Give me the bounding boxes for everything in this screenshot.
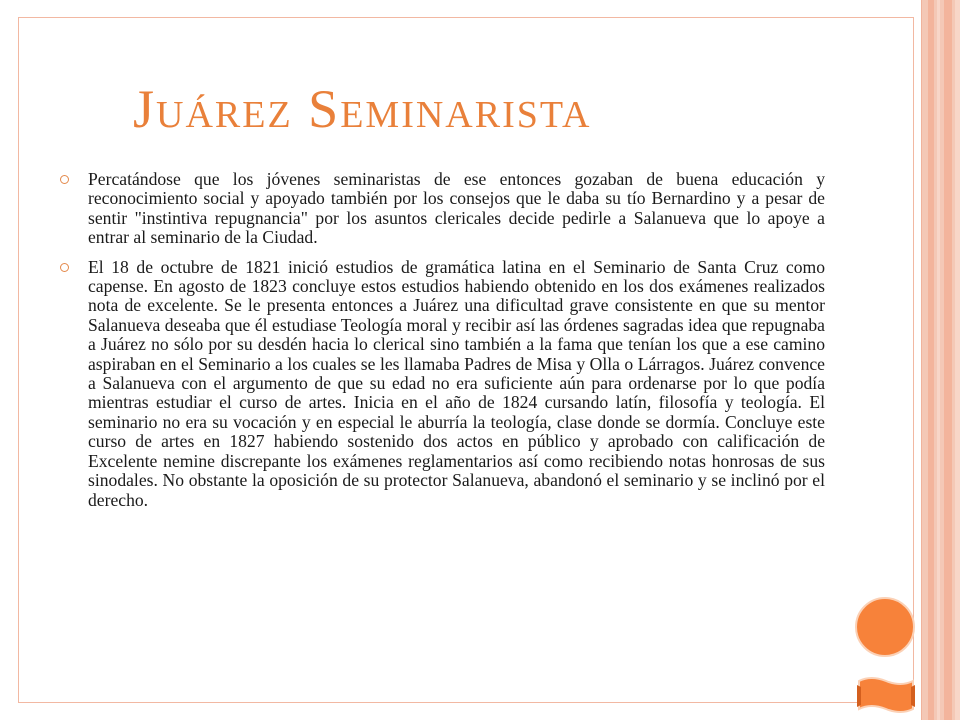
decorative-stripe (944, 0, 952, 720)
bullet-paragraph-2 (60, 258, 825, 510)
paragraph-text: El 18 de octubre de 1821 inició estudios de gramática latina en el Seminario de Santa Cruz como capense. En agosto de 1823 concluye estos estudios habiendo obtenido en los dos exámenes realizados nota de excelente. Se le presenta entonces a Juárez una dificultad grave consistente en que su mentor Salanueva deseaba que él estudiase Teología moral y recibir así las órdenes sagradas idea que repugnaba a Juárez no sólo por su desdén hacia lo clerical sino también a la fama que tenían los que a ese camino aspiraban en el Seminario a los cuales se les llamaba Padres de Misa y Olla o Lárragos. Juárez convence a Salanueva con el argumento de que su edad no era suficiente aún para ordenarse por lo que podía mientras estudiar el curso de artes. Inicia en el año de 1824 cursando latín, filosofía y teología. El seminario no era su vocación y en especial le aburría la teología, clase donde se dormía. Concluye este curso de artes en 1827 habiendo sostenido dos actos en público y aprobado con calificación de Excelente nemine discrepante los exámenes reglamentarios así como recibiendo notas honrosas de sus sinodales. No obstante la oposición de su protector Salanueva, abandonó el seminario y se inclinó por el derecho. (88, 256, 825, 510)
decorative-stripe (928, 0, 934, 720)
page-title: Juárez Seminarista (133, 79, 592, 139)
scroll-banner-icon (855, 675, 917, 717)
slide-body (60, 170, 825, 520)
orange-circle-icon (855, 597, 915, 657)
paragraph-text: Percatándose que los jóvenes seminaristas de ese entonces gozaban de buena educación y reconocimiento social y apoyado también por los consejos que le daba su tío Bernardino y a pesar de sentir "instintiva repugnancia" por los asuntos clericales decide pedirle a Salanueva que lo apoye a entrar al seminario de la Ciudad. (88, 169, 825, 248)
bullet-paragraph-1 (60, 170, 825, 248)
circle-bullet-icon (60, 263, 69, 272)
decorative-stripe (955, 0, 960, 720)
circle-bullet-icon (60, 175, 69, 184)
decorative-stripe (937, 0, 940, 720)
